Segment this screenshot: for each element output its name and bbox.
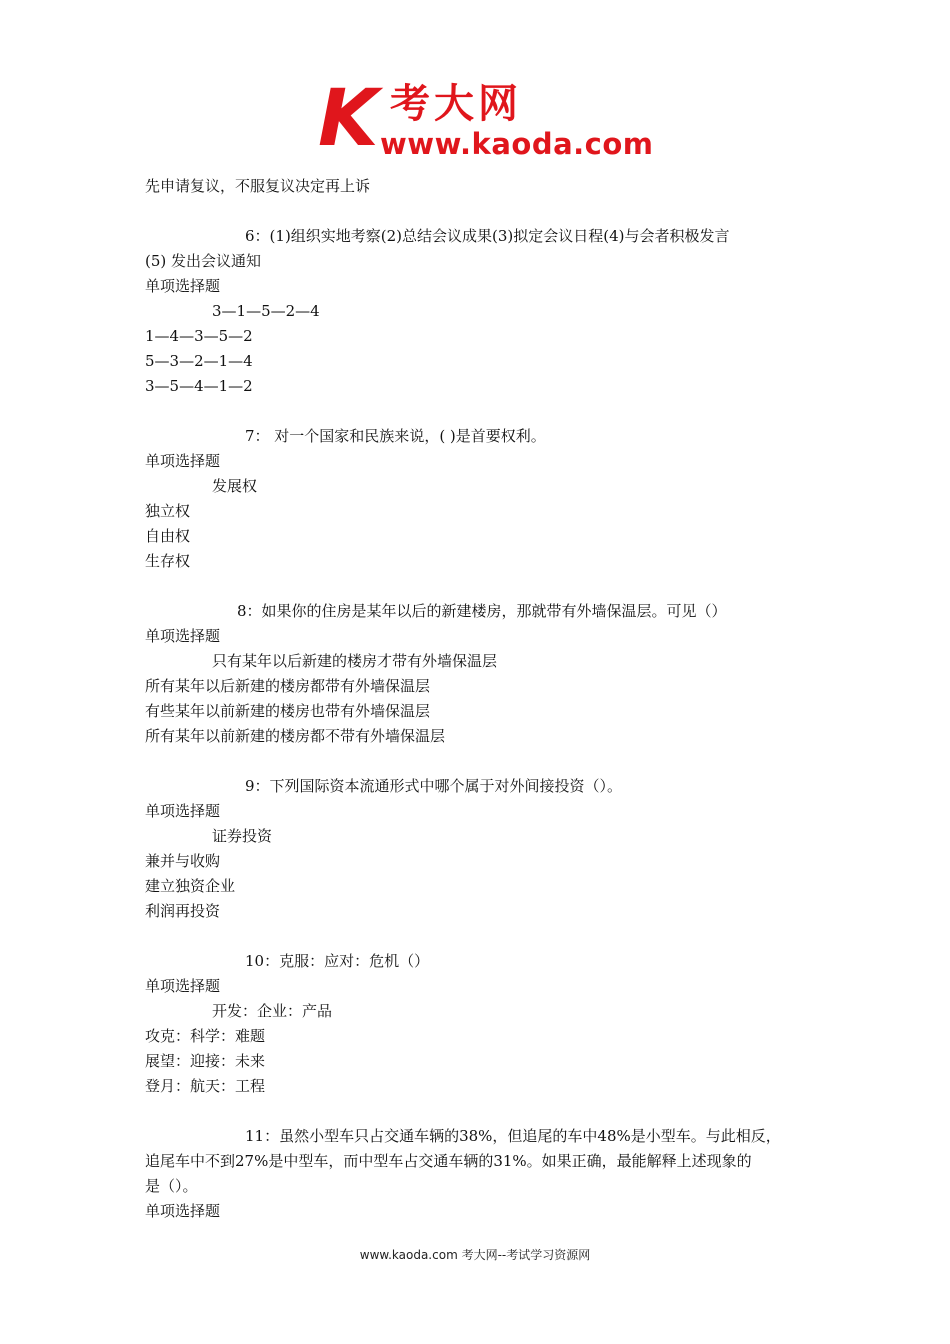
question-10 <box>145 949 817 1099</box>
question-6 <box>145 224 817 399</box>
option-a[interactable]: 3—1—5—2—4 <box>212 302 320 320</box>
question-type: 单项选择题 <box>145 277 221 295</box>
question-stem: 11：虽然小型车只占交通车辆的38%，但追尾的车中48%是小型车。与此相反， <box>245 1127 781 1145</box>
question-stem: 10：克服：应对：危机（） <box>245 952 430 970</box>
logo-site-name: 考大网 <box>390 81 522 127</box>
option-d[interactable]: 登月：航天：工程 <box>145 1077 266 1095</box>
intro-text: 先申请复议，不服复议决定再上诉 <box>145 177 371 195</box>
option-c[interactable]: 自由权 <box>145 527 191 545</box>
option-c[interactable]: 建立独资企业 <box>145 877 236 895</box>
option-b[interactable]: 所有某年以后新建的楼房都带有外墙保温层 <box>145 677 431 695</box>
question-type: 单项选择题 <box>145 627 221 645</box>
option-d[interactable]: 利润再投资 <box>145 902 221 920</box>
option-b[interactable]: 1—4—3—5—2 <box>145 327 253 345</box>
option-a[interactable]: 开发：企业：产品 <box>212 1002 333 1020</box>
option-b[interactable]: 独立权 <box>145 502 191 520</box>
option-a[interactable]: 只有某年以后新建的楼房才带有外墙保温层 <box>212 652 498 670</box>
question-type: 单项选择题 <box>145 802 221 820</box>
option-a[interactable]: 发展权 <box>212 477 258 495</box>
question-9 <box>145 774 817 924</box>
question-stem: 7： 对一个国家和民族来说，( )是首要权利。 <box>245 427 546 445</box>
logo-url: www.kaoda.com <box>380 127 654 161</box>
option-d[interactable]: 3—5—4—1—2 <box>145 377 253 395</box>
option-b[interactable]: 攻克：科学：难题 <box>145 1027 266 1045</box>
option-c[interactable]: 5—3—2—1—4 <box>145 352 253 370</box>
question-stem-cont: 是（）。 <box>145 1177 198 1195</box>
question-stem-cont: 追尾车中不到27%是中型车，而中型车占交通车辆的31%。如果正确，最能解释上述现象的 <box>145 1152 752 1170</box>
question-stem-cont: (5) 发出会议通知 <box>145 252 262 270</box>
option-a[interactable]: 证券投资 <box>212 827 273 845</box>
question-stem: 9：下列国际资本流通形式中哪个属于对外间接投资（）。 <box>245 777 623 795</box>
option-d[interactable]: 所有某年以前新建的楼房都不带有外墙保温层 <box>145 727 446 745</box>
kaoda-logo <box>318 74 654 164</box>
option-c[interactable]: 有些某年以前新建的楼房也带有外墙保温层 <box>145 702 431 720</box>
question-stem: 6：(1)组织实地考察(2)总结会议成果(3)拟定会议日程(4)与会者积极发言 <box>245 227 730 245</box>
question-type: 单项选择题 <box>145 452 221 470</box>
question-stem: 8：如果你的住房是某年以后的新建楼房，那就带有外墙保温层。可见（） <box>237 602 727 620</box>
document-body <box>145 174 817 1224</box>
question-type: 单项选择题 <box>145 977 221 995</box>
question-8 <box>145 599 817 749</box>
option-c[interactable]: 展望：迎接：未来 <box>145 1052 266 1070</box>
page-footer: www.kaoda.com 考大网--考试学习资源网 <box>359 1248 591 1262</box>
question-11 <box>145 1124 817 1224</box>
option-b[interactable]: 兼并与收购 <box>145 852 221 870</box>
logo-k-mark: K <box>318 74 377 164</box>
option-d[interactable]: 生存权 <box>145 552 191 570</box>
question-7 <box>145 424 817 574</box>
question-type: 单项选择题 <box>145 1202 221 1220</box>
